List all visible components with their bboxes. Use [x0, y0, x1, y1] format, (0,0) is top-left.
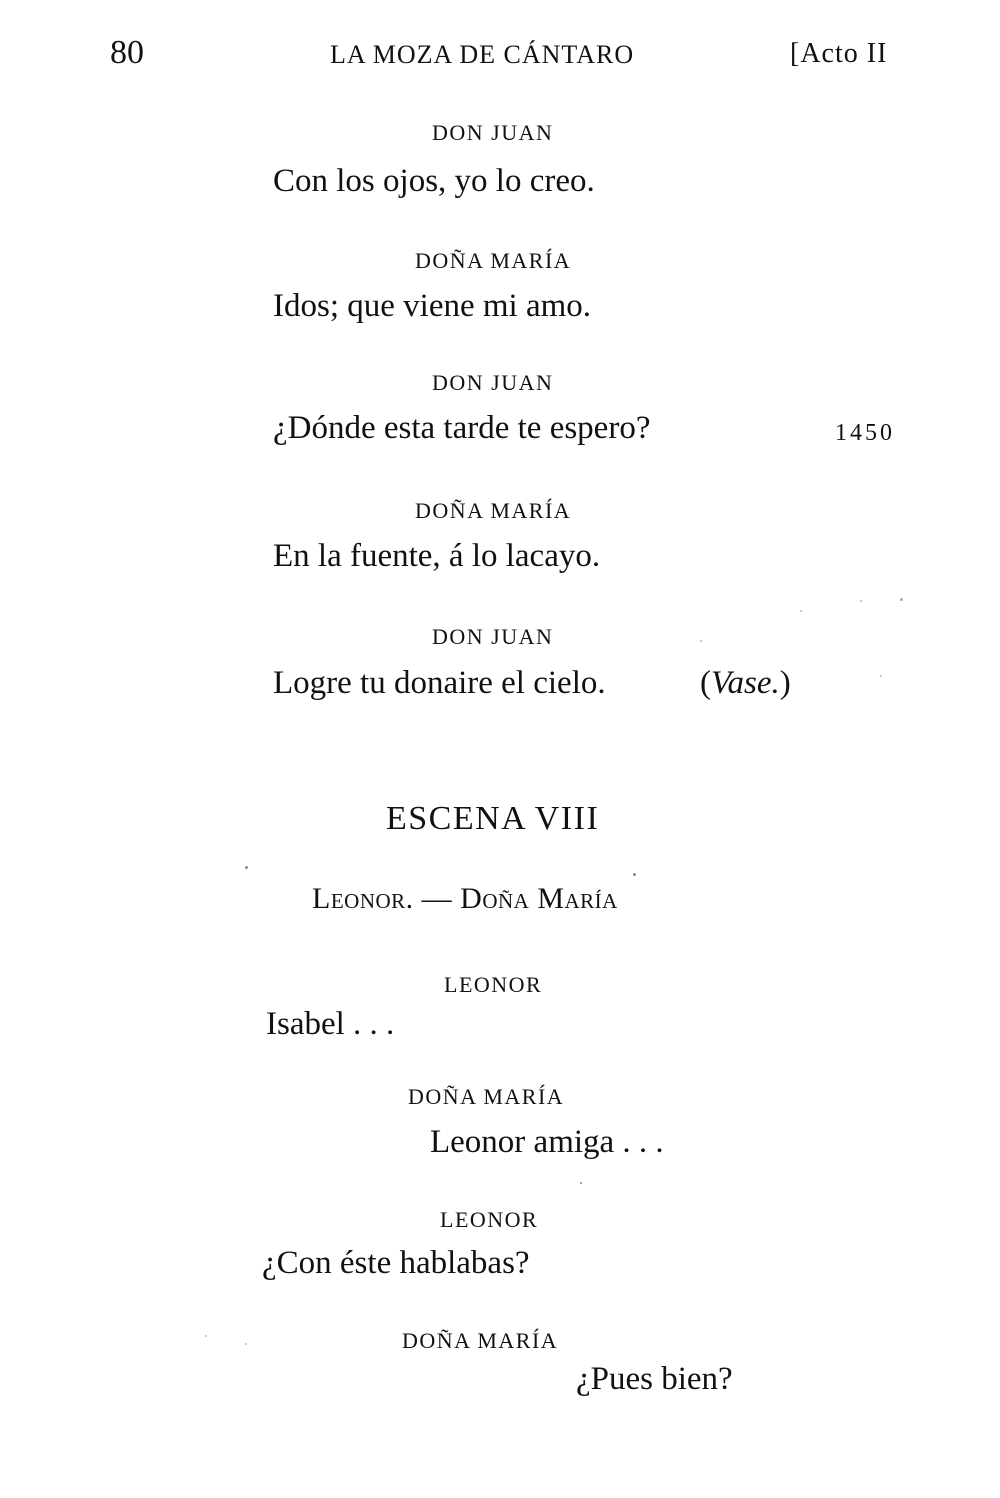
scan-speck — [205, 1335, 207, 1337]
act-label: [Acto II — [790, 38, 888, 69]
scan-speck — [633, 873, 636, 876]
speaker-label: DOÑA MARÍA — [408, 1084, 565, 1109]
verse-line: Con los ojos, yo lo creo. — [273, 163, 595, 199]
scene-title: ESCENA VIII — [386, 800, 600, 837]
speaker-label: DON JUAN — [432, 120, 554, 145]
verse-line: Logre tu donaire el cielo. — [273, 665, 606, 701]
stage-direction-text: Vase. — [711, 665, 780, 701]
running-title: LA MOZA DE CÁNTARO — [330, 40, 635, 69]
scan-speck — [245, 866, 248, 869]
verse-line: En la fuente, á lo lacayo. — [273, 538, 601, 574]
speaker-label: DOÑA MARÍA — [402, 1328, 559, 1353]
speaker-label: DOÑA MARÍA — [415, 248, 572, 273]
scene-cast-list: Leonor. — Doña María — [312, 882, 618, 915]
verse-line: Leonor amiga . . . — [430, 1124, 664, 1160]
verse-line: Idos; que viene mi amo. — [273, 288, 592, 324]
speaker-label: LEONOR — [444, 972, 543, 997]
speaker-label: LEONOR — [440, 1207, 539, 1232]
scan-speck — [580, 1182, 582, 1184]
verse-line: ¿Pues bien? — [576, 1361, 733, 1397]
scan-speck — [700, 640, 702, 642]
stage-direction: (Vase.) — [700, 665, 791, 701]
scan-speck — [800, 610, 802, 612]
speaker-label: DON JUAN — [432, 370, 554, 395]
scan-speck — [900, 598, 903, 601]
scan-speck — [860, 600, 862, 602]
speaker-label: DOÑA MARÍA — [415, 498, 572, 523]
scan-speck — [880, 675, 882, 677]
page-number: 80 — [110, 34, 144, 71]
scan-speck — [245, 1343, 247, 1345]
verse-line: ¿Dónde esta tarde te espero? — [273, 410, 651, 446]
speaker-label: DON JUAN — [432, 624, 554, 649]
line-number: 1450 — [835, 420, 895, 446]
verse-line: Isabel . . . — [266, 1006, 395, 1042]
verse-line: ¿Con éste hablabas? — [262, 1245, 530, 1281]
